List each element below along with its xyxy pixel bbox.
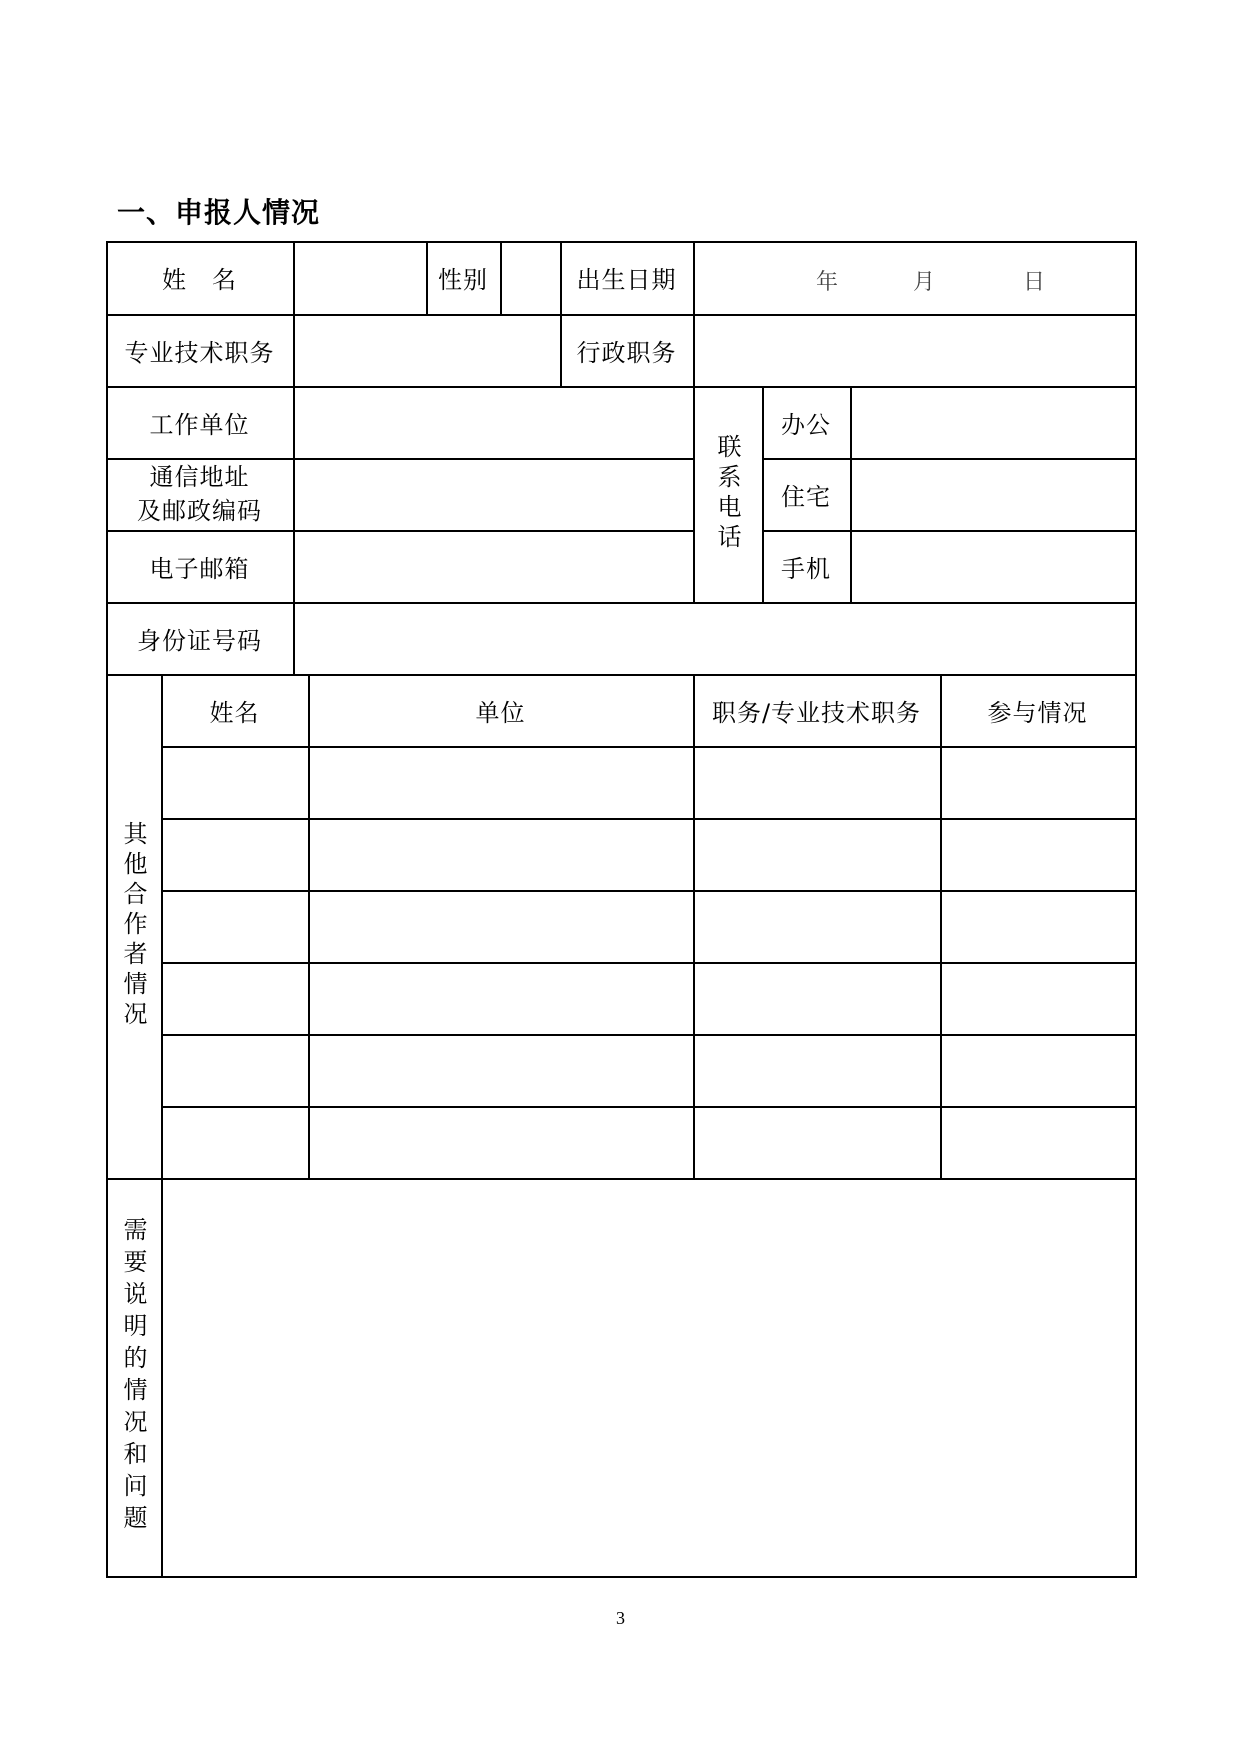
professional-title-label: 专业技术职务 (124, 338, 275, 367)
admin-post-label: 行政职务 (576, 338, 677, 367)
collab-position-cell[interactable] (695, 820, 939, 889)
name-field[interactable] (295, 243, 425, 313)
birth-year-unit: 年 (816, 270, 839, 295)
table-border-right (1135, 241, 1137, 1578)
address-label-line2: 及邮政编码 (137, 497, 262, 525)
collab-participation-cell[interactable] (942, 964, 1134, 1033)
collab-header-position: 职务/专业技术职务 (711, 698, 922, 727)
collaborators-side-label: 其他合作者情况 (119, 821, 147, 1031)
email-field[interactable] (295, 532, 692, 601)
collab-name-cell[interactable] (163, 964, 307, 1033)
gender-label: 性别 (438, 266, 488, 294)
collab-unit-cell[interactable] (310, 1108, 692, 1177)
address-postcode-label (106, 458, 293, 530)
phone-group-label: 联系电话 (713, 434, 741, 554)
notes-field[interactable] (163, 1180, 1134, 1575)
collab-name-cell[interactable] (163, 748, 307, 817)
collab-unit-cell[interactable] (310, 1036, 692, 1105)
employer-field[interactable] (295, 388, 692, 457)
collab-name-cell[interactable] (163, 820, 307, 889)
id-number-field[interactable] (295, 604, 1134, 673)
employer-label: 工作单位 (149, 410, 250, 439)
collab-participation-cell[interactable] (942, 820, 1134, 889)
collab-name-cell[interactable] (163, 892, 307, 961)
collab-position-cell[interactable] (695, 964, 939, 1033)
phone-mobile-label: 手机 (781, 554, 831, 583)
collab-unit-cell[interactable] (310, 964, 692, 1033)
collab-position-cell[interactable] (695, 1108, 939, 1177)
collab-unit-cell[interactable] (310, 820, 692, 889)
table-border-bottom (106, 1576, 1137, 1578)
gender-field[interactable] (502, 243, 559, 313)
collab-participation-cell[interactable] (942, 892, 1134, 961)
phone-office-field[interactable] (852, 388, 1134, 457)
admin-post-field[interactable] (695, 316, 1133, 385)
email-label: 电子邮箱 (149, 554, 250, 583)
collab-participation-cell[interactable] (942, 1036, 1134, 1105)
collab-position-cell[interactable] (695, 1036, 939, 1105)
collab-header-unit: 单位 (475, 698, 526, 727)
address-field[interactable] (295, 460, 692, 529)
collab-unit-cell[interactable] (310, 748, 692, 817)
applicant-form-table (106, 241, 1137, 1578)
name-label: 姓 名 (162, 266, 237, 294)
phone-home-label: 住宅 (781, 482, 831, 511)
collab-name-cell[interactable] (163, 1036, 307, 1105)
collab-name-cell[interactable] (163, 1108, 307, 1177)
collab-header-name: 姓名 (209, 698, 260, 727)
collab-position-cell[interactable] (695, 748, 939, 817)
section-title: 一、申报人情况 (117, 196, 321, 229)
collab-position-cell[interactable] (695, 892, 939, 961)
professional-title-field[interactable] (295, 316, 559, 385)
phone-mobile-field[interactable] (852, 532, 1134, 601)
page-number: 3 (616, 1608, 625, 1628)
birth-day-unit: 日 (1023, 270, 1046, 295)
phone-home-field[interactable] (852, 460, 1134, 529)
id-number-label: 身份证号码 (137, 626, 262, 655)
phone-office-label: 办公 (781, 410, 831, 439)
collab-participation-cell[interactable] (942, 1108, 1134, 1177)
collab-unit-cell[interactable] (310, 892, 692, 961)
collab-participation-cell[interactable] (942, 748, 1134, 817)
birth-date-label: 出生日期 (576, 266, 677, 294)
notes-side-label: 需要说明的情况和问题 (119, 1217, 147, 1537)
birth-month-unit: 月 (913, 270, 936, 295)
collab-header-participation: 参与情况 (987, 698, 1088, 727)
address-label-line1: 通信地址 (149, 463, 250, 491)
